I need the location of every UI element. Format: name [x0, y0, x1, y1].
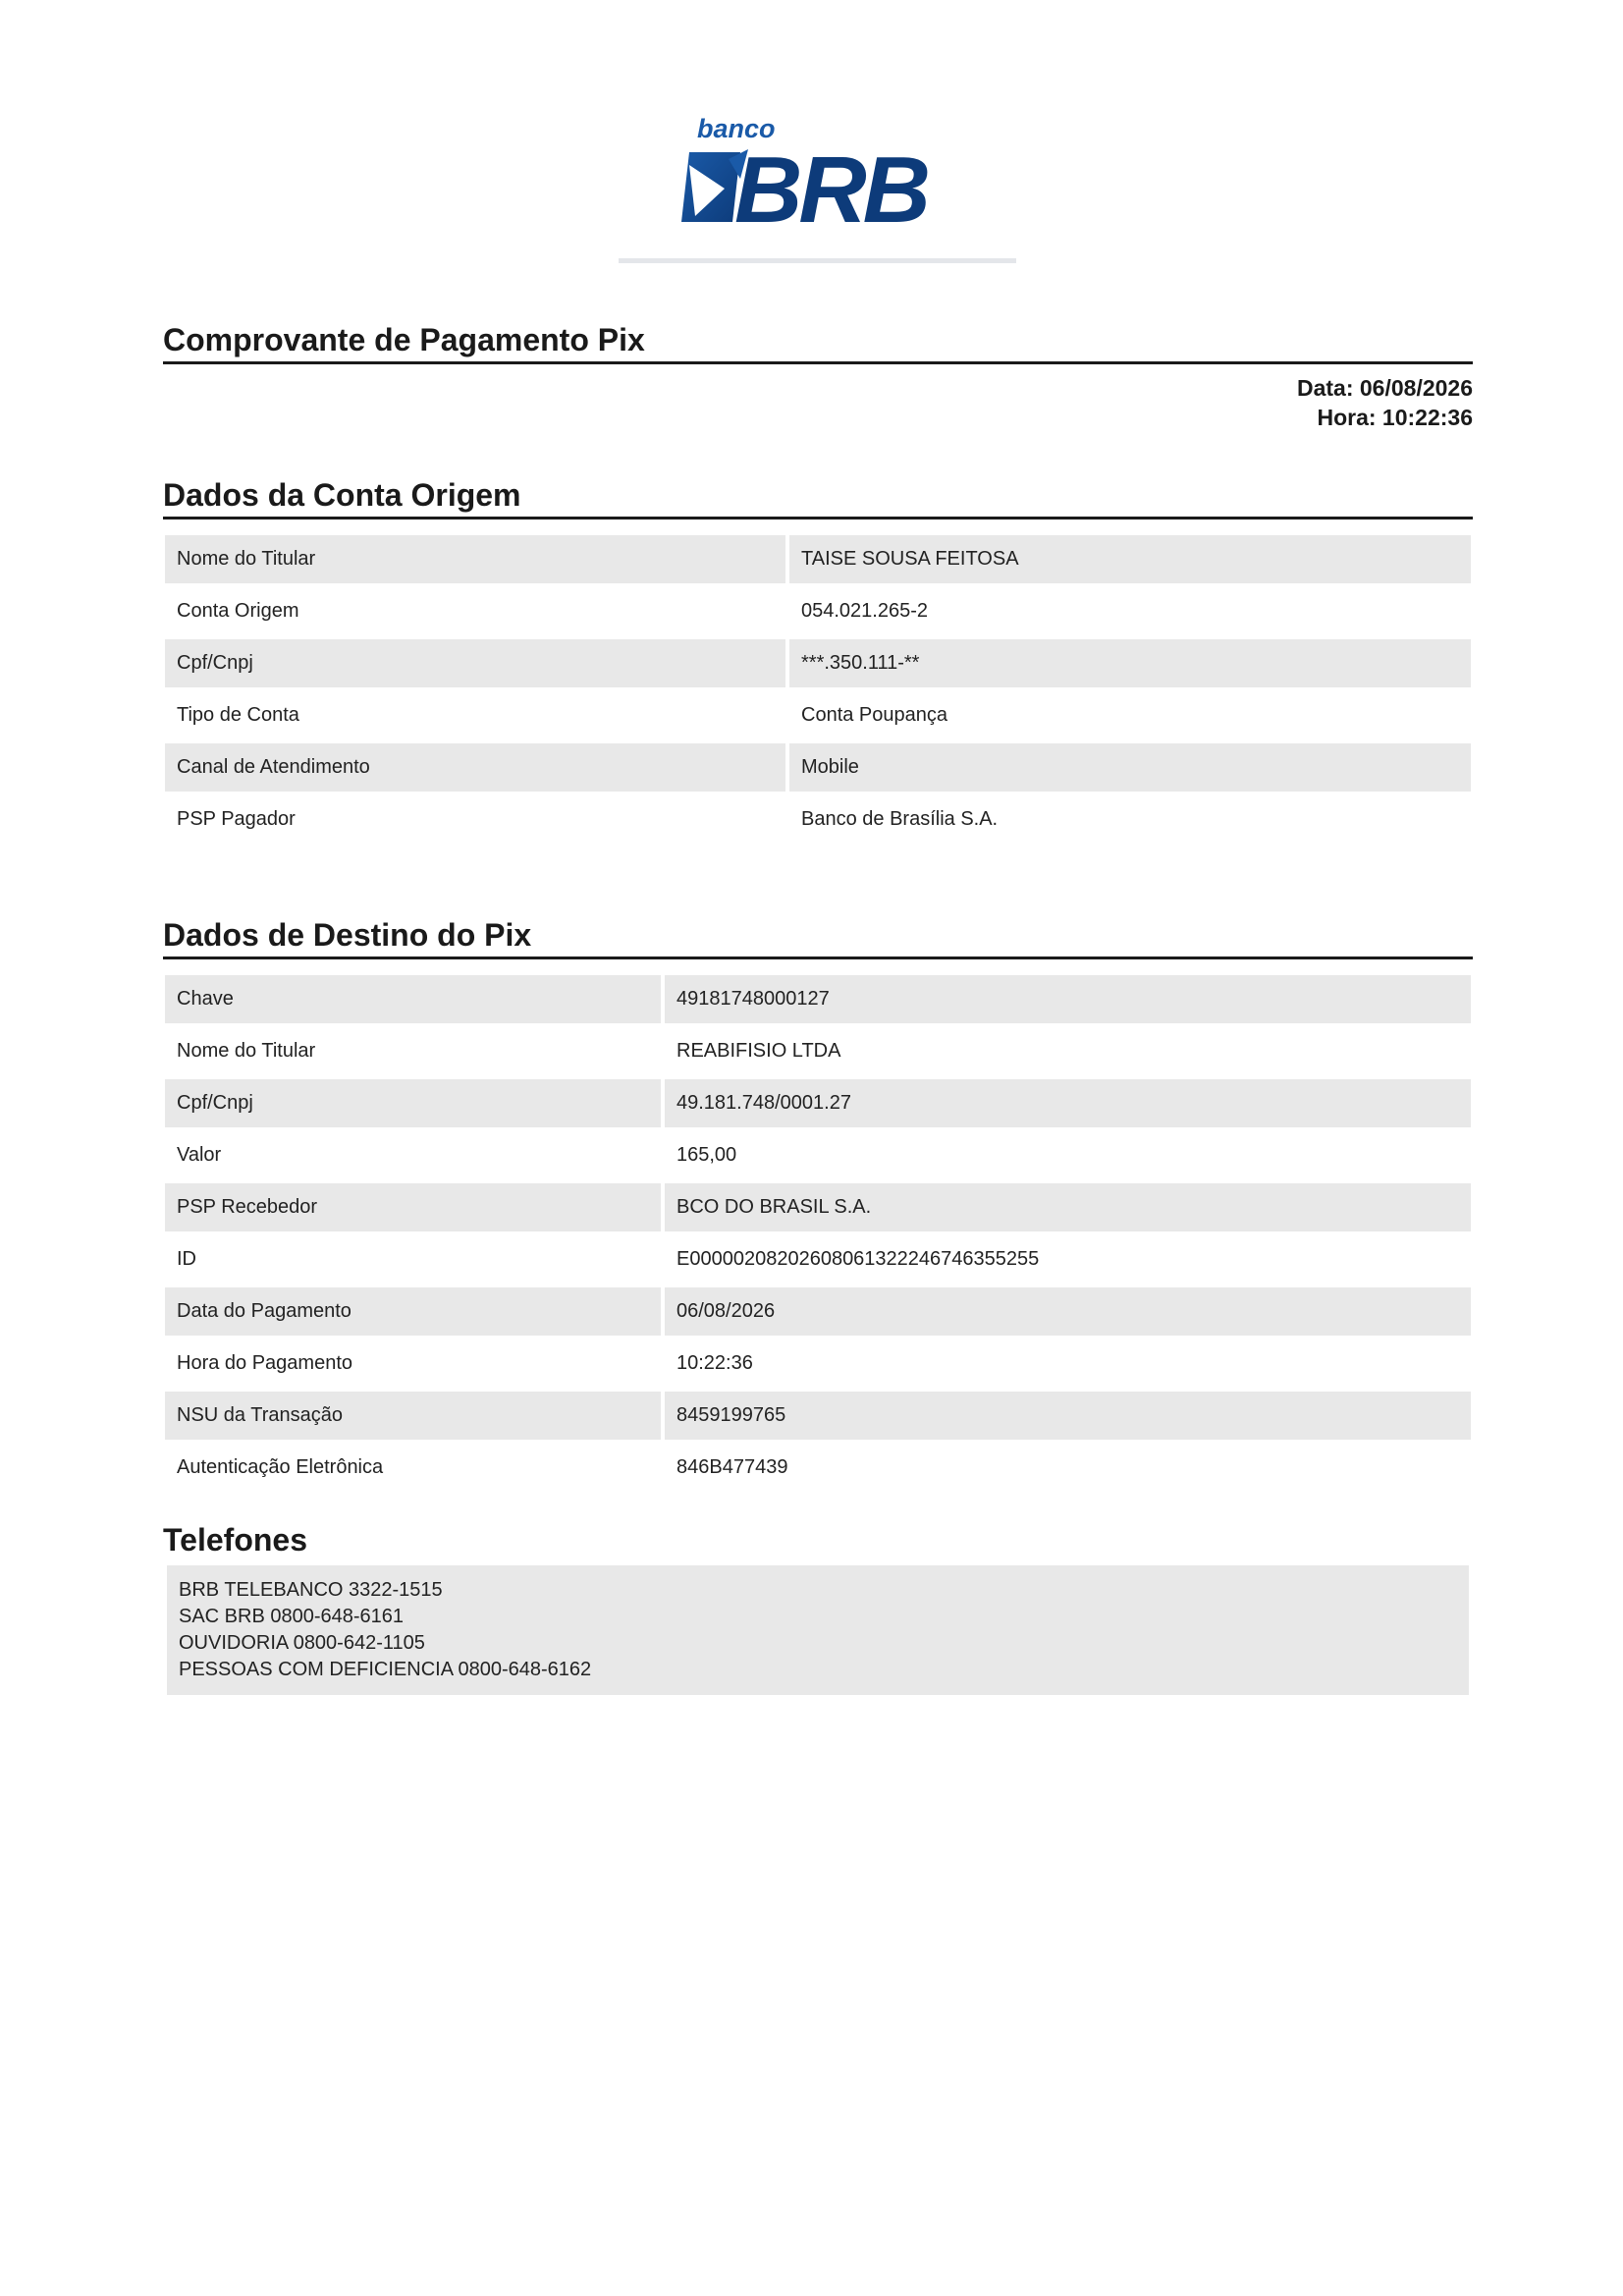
row-label: Nome do Titular [165, 1027, 661, 1075]
phones-section [163, 1520, 1473, 1695]
row-value: Mobile [789, 743, 1471, 792]
row-value: 054.021.265-2 [789, 587, 1471, 635]
table-row [165, 587, 1471, 635]
page-title: Comprovante de Pagamento Pix [163, 320, 1473, 364]
row-value: 8459199765 [665, 1392, 1471, 1440]
table-row [165, 1131, 1471, 1179]
row-label: Conta Origem [165, 587, 785, 635]
table-row [165, 743, 1471, 792]
table-row [165, 1392, 1471, 1440]
row-label: ID [165, 1235, 661, 1284]
table-row [165, 1287, 1471, 1336]
table-row [165, 795, 1471, 844]
row-value: ***.350.111-** [789, 639, 1471, 687]
table-row [165, 691, 1471, 739]
phones-box [167, 1565, 1469, 1695]
logo-brb-text: BRB [734, 137, 927, 243]
row-label: Data do Pagamento [165, 1287, 661, 1336]
row-label: Chave [165, 975, 661, 1023]
row-value: 165,00 [665, 1131, 1471, 1179]
table-row [165, 1079, 1471, 1127]
origin-account-section [163, 475, 1473, 847]
table-row [165, 975, 1471, 1023]
receipt-datetime [1297, 373, 1473, 432]
phone-line: OUVIDORIA 0800-642-1105 [179, 1632, 425, 1654]
row-label: Nome do Titular [165, 535, 785, 583]
table-row [165, 1235, 1471, 1284]
row-value: 06/08/2026 [665, 1287, 1471, 1336]
row-value: TAISE SOUSA FEITOSA [789, 535, 1471, 583]
destination-section [163, 915, 1473, 1496]
brb-logo [619, 98, 1016, 265]
row-value: 49181748000127 [665, 975, 1471, 1023]
row-label: Canal de Atendimento [165, 743, 785, 792]
logo-banco-text: banco [697, 114, 776, 143]
destination-section-title: Dados de Destino do Pix [163, 915, 1473, 959]
receipt-date: Data: 06/08/2026 [1296, 375, 1473, 401]
row-label: Cpf/Cnpj [165, 639, 785, 687]
row-label: NSU da Transação [165, 1392, 661, 1440]
table-row [165, 535, 1471, 583]
phones-title: Telefones [163, 1522, 307, 1558]
row-label: Cpf/Cnpj [165, 1079, 661, 1127]
receipt-time: Hora: 10:22:36 [1317, 405, 1473, 430]
row-value: Banco de Brasília S.A. [789, 795, 1471, 844]
row-value: Conta Poupança [789, 691, 1471, 739]
table-row [165, 1183, 1471, 1231]
row-label: Hora do Pagamento [165, 1339, 661, 1388]
table-row [165, 1444, 1471, 1492]
row-value: 10:22:36 [665, 1339, 1471, 1388]
row-label: PSP Pagador [165, 795, 785, 844]
row-value: REABIFISIO LTDA [665, 1027, 1471, 1075]
origin-table [161, 531, 1475, 847]
row-label: Autenticação Eletrônica [165, 1444, 661, 1492]
logo-divider [619, 258, 1016, 263]
phone-line: PESSOAS COM DEFICIENCIA 0800-648-6162 [179, 1659, 592, 1680]
row-value: E00000208202608061322246746355255 [665, 1235, 1471, 1284]
row-value: BCO DO BRASIL S.A. [665, 1183, 1471, 1231]
table-row [165, 1339, 1471, 1388]
destination-table [161, 971, 1475, 1496]
table-row [165, 639, 1471, 687]
brb-logo-graphic [619, 98, 1016, 265]
row-value: 49.181.748/0001.27 [665, 1079, 1471, 1127]
phone-line: SAC BRB 0800-648-6161 [179, 1606, 405, 1627]
row-label: PSP Recebedor [165, 1183, 661, 1231]
table-row [165, 1027, 1471, 1075]
origin-section-title: Dados da Conta Origem [163, 475, 1473, 519]
row-label: Valor [165, 1131, 661, 1179]
row-value: 846B477439 [665, 1444, 1471, 1492]
phone-line: BRB TELEBANCO 3322-1515 [179, 1579, 443, 1601]
receipt-header [163, 320, 1473, 364]
row-label: Tipo de Conta [165, 691, 785, 739]
